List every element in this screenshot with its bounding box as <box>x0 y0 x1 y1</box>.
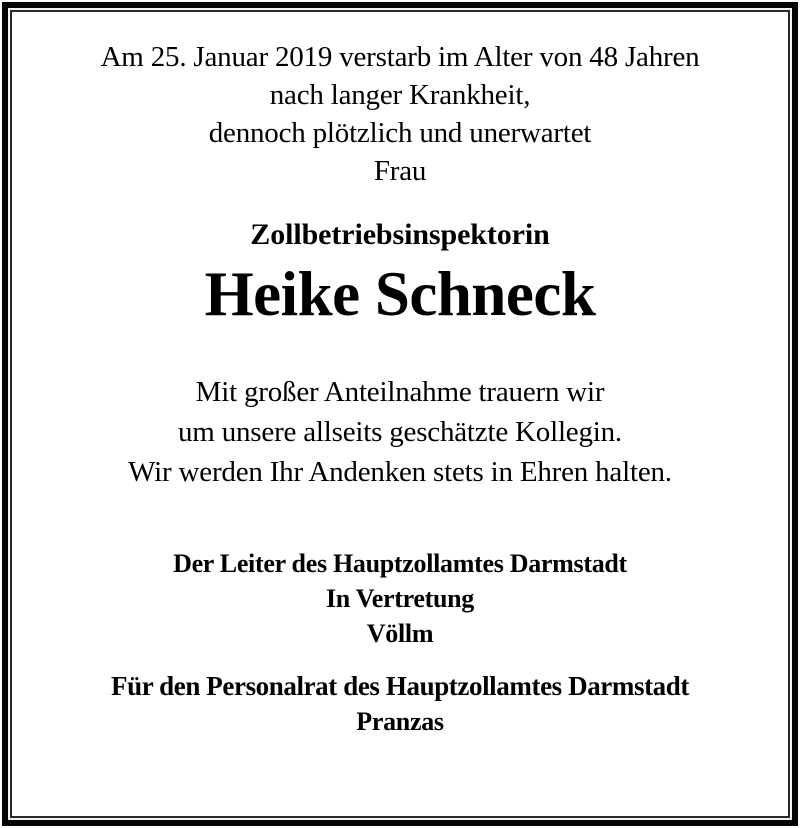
intro-line-3: dennoch plötzlich und unerwartet <box>208 117 592 149</box>
tribute-paragraph <box>12 372 788 492</box>
tribute-line-2: um unsere allseits geschätzte Kollegin. <box>178 416 622 448</box>
signatory-1-line-2: In Vertretung <box>325 584 475 613</box>
signatory-1-line-1: Der Leiter des Hauptzollamtes Darmstadt <box>173 549 627 578</box>
intro-line-4-salutation: Frau <box>373 155 427 187</box>
tribute-line-3: Wir werden Ihr Andenken stets in Ehren halten. <box>128 456 672 488</box>
intro-paragraph <box>12 38 788 190</box>
deceased-identity <box>12 216 788 332</box>
signatory-1-name: Völlm <box>366 619 434 648</box>
deceased-profession: Zollbetriebsinspektorin <box>250 218 550 251</box>
tribute-line-1: Mit großer Anteilnahme trauern wir <box>195 376 605 408</box>
signatory-group-leiter <box>12 546 788 651</box>
intro-line-2: nach langer Krankheit, <box>269 79 531 111</box>
signatory-2-name: Pranzas <box>356 707 444 736</box>
notice-content <box>12 12 788 816</box>
signatory-group-personalrat <box>12 669 788 739</box>
signatories <box>12 546 788 739</box>
intro-line-1: Am 25. Januar 2019 verstarb im Alter von 48 Jahren <box>100 41 700 73</box>
deceased-name: Heike Schneck <box>204 259 596 329</box>
signatory-2-line-1: Für den Personalrat des Hauptzollamtes Darmstadt <box>110 671 689 701</box>
